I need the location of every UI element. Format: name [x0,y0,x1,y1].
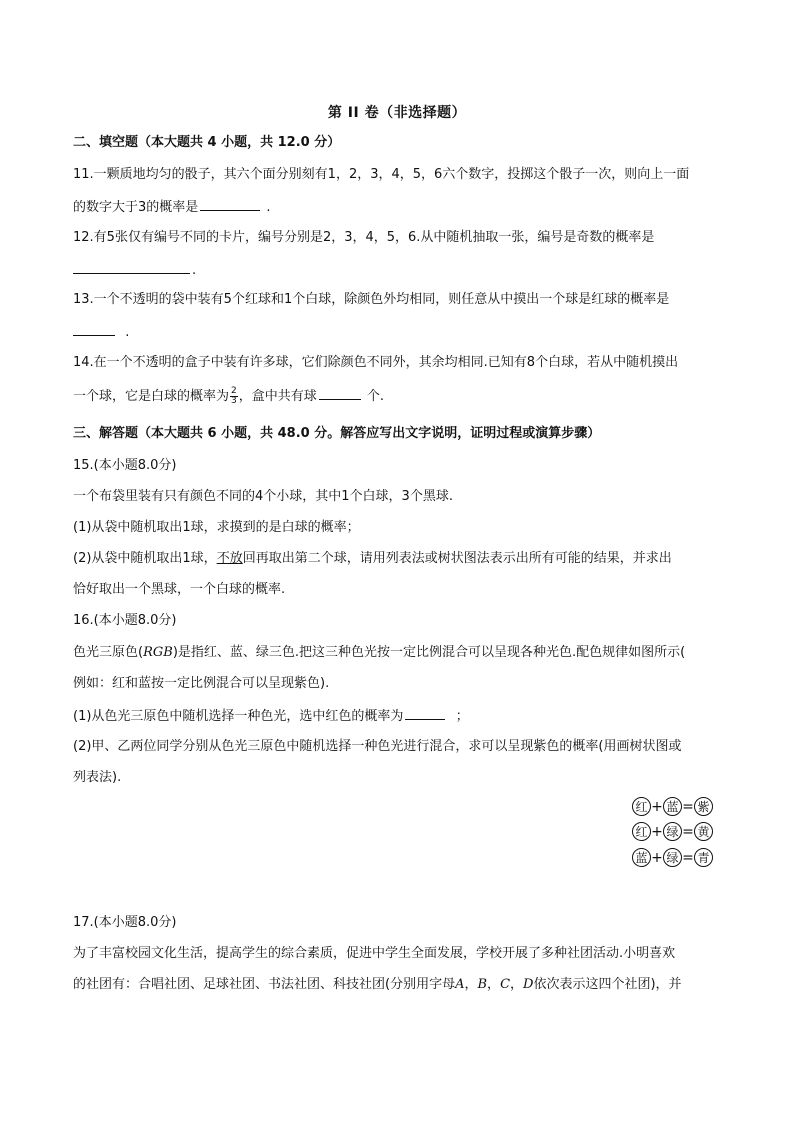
equals-sign: = [682,849,694,866]
mix-input-b: 绿 [663,822,682,841]
q13-line1: 13.一个不透明的袋中装有5个红球和1个白球，除颜色外均相同，则任意从中摸出一个球是红球的概率是 [73,292,670,307]
mix-result: 青 [694,848,713,867]
q15-stem: 一个布袋里装有只有颜色不同的4个小球，其中1个白球，3个黑球. [73,489,453,504]
q14-suffix: 个. [366,389,385,404]
q16-heading: 16.(本小题8.0分) [73,613,177,628]
q16-part2: (2)甲、乙两位同学分别从色光三原色中随机选择一种色光进行混合，求可以呈现紫色的概率(用画树状图或 [73,739,682,754]
q14-frac-denominator: 3 [231,396,237,406]
plus-sign: + [651,849,663,866]
q16-part1-suffix: ； [455,709,469,724]
mix-row [632,822,713,841]
q17-line2-b: 依次表示这四个社团)，并 [533,977,682,992]
q16-stem [73,644,685,662]
mix-input-b: 蓝 [663,797,682,816]
q16-part1 [73,706,469,726]
q14-answer-blank[interactable] [319,386,361,400]
q17-line2 [73,976,682,994]
mix-input-a: 红 [632,822,651,841]
q14-mid: ，盒中共有球 [238,389,317,404]
q17-letter-c: C [500,977,511,992]
q14-line2 [73,386,384,406]
q11-answer-blank[interactable] [200,197,260,211]
mix-result: 黄 [694,822,713,841]
solve-section-header: 三、解答题（本大题共 6 小题，共 48.0 分。解答应写出文字说明，证明过程或演算步骤） [73,426,601,441]
q15-part1: (1)从袋中随机取出1球，求摸到的是白球的概率； [73,520,360,535]
mix-input-b: 绿 [663,848,682,867]
q16-part1-prefix: (1)从色光三原色中随机选择一种色光，选中红色的概率为 [73,709,404,724]
equals-sign: = [682,823,694,840]
q17-line1: 为了丰富校园文化生活，提高学生的综合素质，促进中学生全面发展，学校开展了多种社团活动.小明喜欢 [73,946,676,961]
plus-sign: + [651,823,663,840]
q16-stem-line2: 例如：红和蓝按一定比例混合可以呈现紫色). [73,676,330,691]
mix-row [632,797,713,816]
q14-line1: 14.在一个不透明的盒子中装有许多球，它们除颜色不同外，其余均相同.已知有8个白球，若从中随机摸出 [73,355,679,370]
q17-letter-d: D [523,977,534,992]
q11-prefix: 的数字大于3的概率是 [73,200,199,215]
q17-line2-a: 的社团有：合唱社团、足球社团、书法社团、科技社团(分别用字母 [73,977,456,992]
q12-suffix: . [192,263,197,278]
q17-sep: ， [510,977,524,992]
q14-frac-numerator: 2 [231,386,237,396]
q16-rgb: RGB [143,645,173,660]
q11-suffix: . [266,200,271,215]
equals-sign: = [682,798,694,815]
q16-stem-b: )是指红、蓝、绿三色.把这三种色光按一定比例混合可以呈现各种光色.配色规律如图所示( [172,645,686,660]
q12-line2 [73,260,196,280]
q13-answer-blank[interactable] [73,322,115,336]
q13-suffix: . [125,325,130,340]
mix-input-a: 蓝 [632,848,651,867]
q16-stem-a: 色光三原色( [73,645,144,660]
q11-line1: 11.一颗质地均匀的骰子，其六个面分别刻有1，2，3，4，5，6六个数字，投掷这个骰子一次，则向上一面 [73,167,690,182]
mix-input-a: 红 [632,797,651,816]
q17-letter-a: A [455,977,465,992]
q15-part2-line2: 恰好取出一个黑球，一个白球的概率. [73,582,286,597]
q14-fraction [230,387,238,406]
q15-part2-a: (2)从袋中随机取出1球， [73,551,217,566]
q15-part2 [73,550,672,568]
q16-part2-line2: 列表法). [73,770,122,785]
mix-row [632,848,713,867]
q15-part2-b: 回再取出第二个球，请用列表法或树状图法表示出所有可能的结果，并求出 [242,551,672,566]
q17-heading: 17.(本小题8.0分) [73,915,177,930]
q15-part2-underlined: 不放 [216,551,243,566]
plus-sign: + [651,798,663,815]
q15-heading: 15.(本小题8.0分) [73,458,177,473]
q16-answer-blank[interactable] [405,706,445,720]
q17-sep: ， [487,977,501,992]
q12-line1: 12.有5张仅有编号不同的卡片，编号分别是2，3，4，5，6.从中随机抽取一张，编号是奇数的概率是 [73,230,655,245]
q17-letter-b: B [477,977,488,992]
mix-result: 紫 [694,797,713,816]
q12-answer-blank[interactable] [73,260,190,274]
q11-line2 [73,197,271,217]
section-title: 第 II 卷（非选择题） [327,105,467,121]
fill-in-section-header: 二、填空题（本大题共 4 小题，共 12.0 分） [73,135,341,150]
q17-sep: ， [464,977,478,992]
q13-line2 [73,322,129,342]
q14-prefix: 一个球，它是白球的概率为 [73,389,230,404]
